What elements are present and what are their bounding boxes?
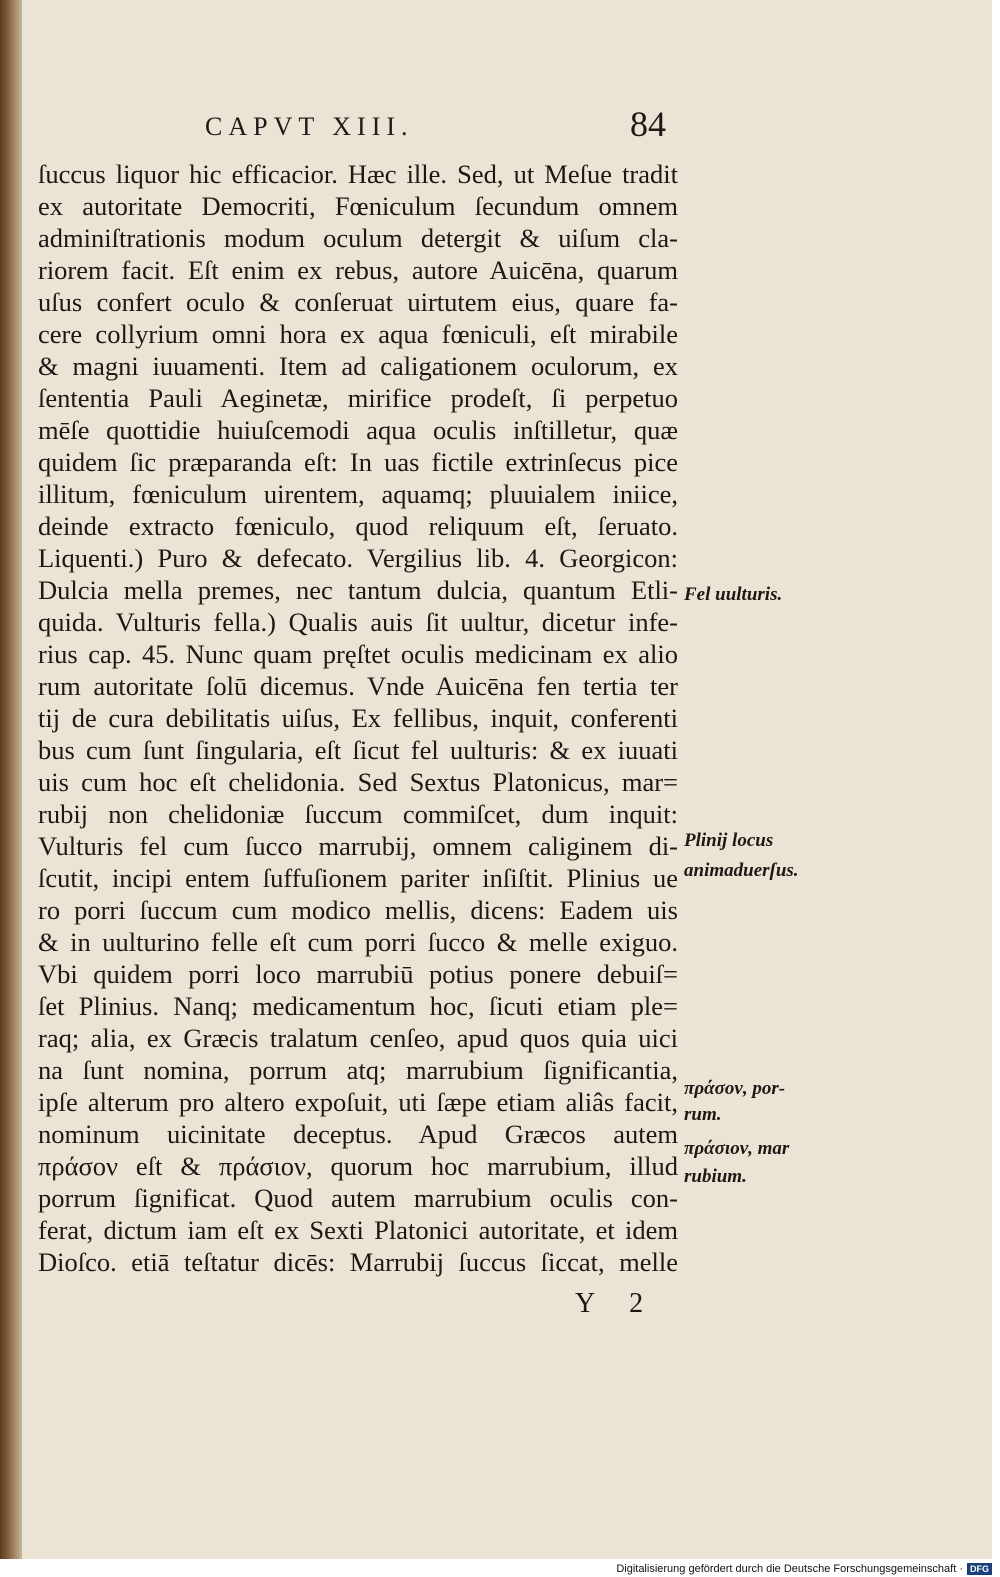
digitization-footer	[616, 1563, 992, 1575]
page-number: 84	[630, 104, 666, 144]
text-line: adminiſtrationis modum oculum detergit & uiſum cla-	[38, 223, 678, 253]
text-line: ipſe alterum pro altero expoſuit, uti ſæpe etiam aliâs facit,	[38, 1087, 678, 1117]
signature-mark: Y 2	[575, 1288, 658, 1319]
text-line: rum autoritate ſolū dicemus. Vnde Auicēna fen tertia ter	[38, 671, 678, 701]
text-line: ex autoritate Democriti, Fœniculum ſecundum omnem	[38, 191, 678, 221]
digitization-note: Digitalisierung gefördert durch die Deutsche Forschungsgemeinschaft ·	[616, 1563, 963, 1575]
text-line: Liquenti.) Puro & defecato. Vergilius lib. 4. Georgicon:	[38, 543, 678, 573]
text-line: ſententia Pauli Aeginetæ, mirifice prodeſt, ſi perpetuo	[38, 383, 678, 413]
marginal-note: Fel uulturis.	[684, 584, 783, 605]
text-line: cere collyrium omni hora ex aqua fœniculi, eſt mirabile	[38, 319, 678, 349]
dfg-logo-icon: DFG	[967, 1563, 992, 1575]
text-line: Vbi quidem porri loco marrubiū potius ponere debuiſ=	[38, 959, 678, 989]
text-line: rubij non chelidoniæ ſuccum commiſcet, dum inquit:	[38, 799, 678, 829]
text-line: ſet Plinius. Nanq; medicamentum hoc, ſicuti etiam ple=	[38, 991, 678, 1021]
text-line: riorem facit. Eſt enim ex rebus, autore Auicēna, quarum	[38, 255, 678, 285]
text-line: & magni iuuamenti. Item ad caligationem oculorum, ex	[38, 351, 678, 381]
text-line: ferat, dictum iam eſt ex Sexti Platonici autoritate, et idem	[38, 1215, 678, 1245]
marginal-note: Plinij locus	[684, 830, 774, 851]
text-line: quida. Vulturis fella.) Qualis auis ſit uultur, dicetur infe-	[38, 607, 678, 637]
text-line: rius cap. 45. Nunc quam pręſtet oculis medicinam ex alio	[38, 639, 678, 669]
text-line: uis cum hoc eſt chelidonia. Sed Sextus Platonicus, mar=	[38, 767, 678, 797]
running-head: CAPVT XIII.	[205, 112, 414, 141]
text-line: illitum, fœniculum uirentem, aquamq; pluuialem iniice,	[38, 479, 678, 509]
text-line: Dioſco. etiā teſtatur dicēs: Marrubij ſuccus ſiccat, melle	[38, 1247, 678, 1277]
marginal-note: rum.	[684, 1104, 722, 1125]
text-line: ro porri ſuccum cum modico mellis, dicens: Eadem uis	[38, 895, 678, 925]
marginal-note: rubium.	[684, 1166, 747, 1187]
text-line: & in uulturino felle eſt cum porri ſucco & melle exiguo.	[38, 927, 678, 957]
marginal-note: animaduerſus.	[684, 860, 799, 881]
text-line: nominum uicinitate deceptus. Apud Græcos autem	[38, 1119, 678, 1149]
text-line: na ſunt nomina, porrum atq; marrubium ſignificantia,	[38, 1055, 678, 1085]
marginal-note: πράσον, por-	[684, 1078, 786, 1099]
text-line: ſuccus liquor hic efficacior. Hæc ille. Sed, ut Meſue tradit	[38, 159, 678, 189]
text-line: tij de cura debilitatis uiſus, Ex fellibus, inquit, conferenti	[38, 703, 678, 733]
text-line: raq; alia, ex Græcis tralatum cenſeo, apud quos quia uici	[38, 1023, 678, 1053]
text-line: uſus confert oculo & conſeruat uirtutem eius, quare fa-	[38, 287, 678, 317]
text-line: mēſe quottidie huiuſcemodi aqua oculis inſtilletur, quæ	[38, 415, 678, 445]
marginal-note: πράσιον, mar	[684, 1138, 790, 1159]
text-line: Vulturis fel cum ſucco marrubij, omnem caliginem di-	[38, 831, 678, 861]
text-line: πράσον eſt & πράσιον, quorum hoc marrubium, illud	[38, 1151, 678, 1181]
text-line: Dulcia mella premes, nec tantum dulcia, quantum Etli-	[38, 575, 678, 605]
text-line: ſcutit, incipi entem ſuffuſionem pariter inſiſtit. Plinius ue	[38, 863, 678, 893]
text-line: porrum ſignificat. Quod autem marrubium oculis con-	[38, 1183, 678, 1213]
text-line: bus cum ſunt ſingularia, eſt ſicut fel uulturis: & ex iuuati	[38, 735, 678, 765]
text-line: quidem ſic præparanda eſt: In uas fictile extrinſecus pice	[38, 447, 678, 477]
book-gutter	[0, 0, 22, 1559]
text-line: deinde extracto fœniculo, quod reliquum eſt, ſeruato.	[38, 511, 678, 541]
